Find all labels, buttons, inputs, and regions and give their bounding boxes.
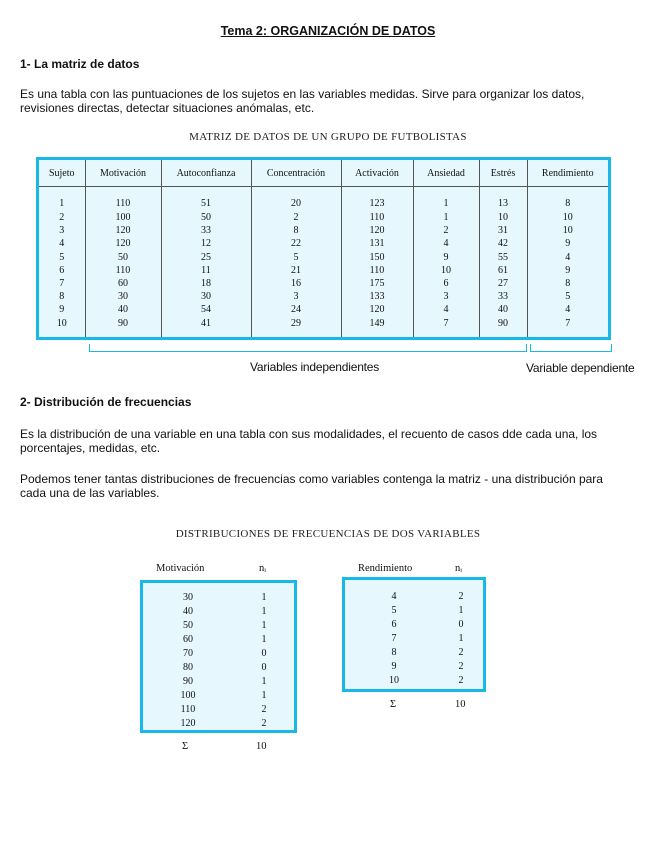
matrix-header-cell: Estrés (479, 160, 527, 187)
motivacion-value: 100 (180, 690, 196, 701)
motivacion-row (143, 717, 294, 731)
matrix-cell: 31 (479, 224, 527, 237)
matrix-cell: 9 (39, 303, 85, 316)
label-dependent-variable: Variable dependiente (526, 361, 635, 375)
matrix-cell: 11 (161, 264, 251, 277)
matrix-cell: 100 (85, 211, 161, 224)
rendimiento-n-header: nᵢ (455, 563, 462, 574)
rendimiento-header: Rendimiento (358, 563, 413, 574)
rendimiento-value: 7 (391, 633, 397, 644)
motivacion-count: 1 (261, 690, 267, 701)
matrix-cell: 120 (85, 224, 161, 237)
motivacion-count: 0 (261, 662, 267, 673)
matrix-cell: 55 (479, 251, 527, 264)
matrix-cell: 90 (85, 317, 161, 337)
matrix-header-cell: Autoconfianza (161, 160, 251, 187)
matrix-row (39, 277, 608, 290)
matrix-cell: 7 (39, 277, 85, 290)
rendimiento-row (345, 646, 483, 660)
motivacion-count: 1 (261, 634, 267, 645)
matrix-cell: 41 (161, 317, 251, 337)
rendimiento-row (345, 660, 483, 674)
matrix-cell: 10 (479, 211, 527, 224)
matrix-cell: 2 (39, 211, 85, 224)
matrix-cell: 10 (562, 225, 573, 237)
matrix-row (39, 290, 608, 303)
motivacion-value: 50 (183, 620, 193, 631)
rendimiento-value: 9 (391, 661, 397, 672)
rendimiento-row (345, 590, 483, 604)
matrix-cell: 61 (479, 264, 527, 277)
matrix-cell: 12 (161, 237, 251, 250)
matrix-cell: 3 (39, 224, 85, 237)
rendimiento-row (345, 604, 483, 618)
motivacion-count: 1 (261, 592, 267, 603)
matrix-cell: 1 (413, 211, 479, 224)
motivacion-row (143, 689, 294, 703)
matrix-cell: 33 (479, 290, 527, 303)
motivacion-header: Motivación (156, 563, 205, 574)
motivacion-row (143, 605, 294, 619)
matrix-row (39, 211, 608, 224)
rendimiento-count: 2 (458, 647, 464, 658)
motivacion-count: 1 (261, 620, 267, 631)
matrix-cell: 9 (565, 264, 571, 276)
motivacion-frequency-table (140, 580, 297, 733)
motivacion-count: 1 (261, 606, 267, 617)
matrix-cell: 21 (251, 264, 341, 277)
matrix-cell: 29 (251, 317, 341, 337)
matrix-cell: 9 (565, 238, 571, 250)
matrix-cell: 7 (565, 318, 571, 330)
matrix-caption: MATRIZ DE DATOS DE UN GRUPO DE FUTBOLISTAS (189, 131, 467, 143)
matrix-cell: 24 (251, 303, 341, 316)
label-independent-variables: Variables independientes (250, 360, 380, 374)
motivacion-row (143, 703, 294, 717)
matrix-cell: 131 (341, 237, 413, 250)
matrix-row (39, 317, 608, 337)
motivacion-row (143, 647, 294, 661)
matrix-cell: 51 (161, 187, 251, 211)
matrix-cell: 7 (413, 317, 479, 337)
matrix-cell: 2 (251, 211, 341, 224)
motivacion-value: 70 (183, 648, 193, 659)
matrix-header-cell: Sujeto (39, 160, 85, 187)
matrix-cell: 54 (161, 303, 251, 316)
rendimiento-value: 8 (391, 647, 397, 658)
matrix-cell: 149 (341, 317, 413, 337)
page-title: Tema 2: ORGANIZACIÓN DE DATOS (220, 24, 436, 38)
motivacion-count: 1 (261, 676, 267, 687)
matrix-row (39, 251, 608, 264)
matrix-cell: 6 (39, 264, 85, 277)
matrix-cell: 4 (413, 303, 479, 316)
data-matrix-table (36, 157, 611, 340)
matrix-cell: 50 (85, 251, 161, 264)
matrix-cell: 5 (565, 291, 571, 303)
motivacion-value: 40 (183, 606, 193, 617)
matrix-cell: 13 (479, 187, 527, 211)
matrix-header-cell: Ansiedad (413, 160, 479, 187)
matrix-cell: 133 (341, 290, 413, 303)
matrix-cell: 110 (85, 187, 161, 211)
matrix-header-cell: Rendimiento (527, 160, 608, 187)
rendimiento-sum-symbol: Σ (390, 699, 397, 710)
independent-bracket (89, 344, 527, 352)
section-2-heading: 2- Distribución de frecuencias (20, 395, 192, 409)
matrix-cell: 20 (251, 187, 341, 211)
matrix-cell: 120 (341, 303, 413, 316)
matrix-cell: 175 (341, 277, 413, 290)
matrix-cell: 30 (85, 290, 161, 303)
rendimiento-count: 1 (458, 633, 464, 644)
motivacion-value: 90 (183, 676, 193, 687)
matrix-cell: 8 (565, 278, 571, 290)
matrix-cell: 1 (413, 187, 479, 211)
matrix-cell: 27 (479, 277, 527, 290)
matrix-cell: 110 (85, 264, 161, 277)
frequency-caption: DISTRIBUCIONES DE FRECUENCIAS DE DOS VARIABLES (175, 528, 481, 540)
matrix-cell: 5 (251, 251, 341, 264)
motivacion-value: 30 (183, 592, 193, 603)
matrix-cell: 33 (161, 224, 251, 237)
matrix-header-cell: Activación (341, 160, 413, 187)
rendimiento-count: 0 (458, 619, 464, 630)
rendimiento-value: 6 (391, 619, 397, 630)
motivacion-sum-value: 10 (256, 741, 267, 752)
matrix-cell: 10 (39, 317, 85, 337)
matrix-cell: 120 (341, 224, 413, 237)
matrix-cell: 3 (251, 290, 341, 303)
matrix-row (39, 187, 608, 211)
matrix-cell: 90 (479, 317, 527, 337)
dependent-bracket (530, 344, 612, 352)
section-2-text-1: Es la distribución de una variable en una tabla con sus modalidades, el recuento de casos dde cada una, los porcentajes, medidas, etc. (20, 427, 598, 455)
motivacion-value: 60 (183, 634, 193, 645)
matrix-cell: 110 (341, 264, 413, 277)
rendimiento-value: 10 (389, 675, 399, 686)
matrix-cell: 42 (479, 237, 527, 250)
motivacion-row (143, 675, 294, 689)
matrix-cell: 9 (413, 251, 479, 264)
matrix-cell: 150 (341, 251, 413, 264)
matrix-cell: 22 (251, 237, 341, 250)
matrix-cell: 40 (479, 303, 527, 316)
matrix-cell: 110 (341, 211, 413, 224)
matrix-header-cell: Motivación (85, 160, 161, 187)
matrix-cell: 25 (161, 251, 251, 264)
matrix-cell: 5 (39, 251, 85, 264)
matrix-cell: 40 (85, 303, 161, 316)
section-2-text-2: Podemos tener tantas distribuciones de frecuencias como variables contenga la matriz - una distribución para cada una de las variables. (20, 472, 603, 500)
matrix-cell: 8 (565, 197, 571, 209)
section-1-text: Es una tabla con las puntuaciones de los sujetos en las variables medidas. Sirve para organizar los datos, revisiones directas, detectar situaciones anómalas, etc. (20, 87, 585, 115)
matrix-cell: 4 (39, 237, 85, 250)
matrix-cell: 8 (39, 290, 85, 303)
motivacion-row (143, 591, 294, 605)
motivacion-count: 2 (261, 704, 267, 715)
matrix-row (39, 264, 608, 277)
matrix-cell: 4 (565, 304, 571, 316)
matrix-cell: 120 (85, 237, 161, 250)
matrix-cell: 123 (341, 187, 413, 211)
section-1-heading: 1- La matriz de datos (20, 57, 140, 71)
rendimiento-count: 2 (458, 675, 464, 686)
motivacion-row (143, 661, 294, 675)
matrix-row (39, 224, 608, 237)
matrix-cell: 10 (562, 211, 573, 223)
matrix-cell: 3 (413, 290, 479, 303)
motivacion-value: 110 (180, 704, 196, 715)
matrix-cell: 50 (161, 211, 251, 224)
matrix-cell: 4 (565, 251, 571, 263)
matrix-row (39, 303, 608, 316)
motivacion-row (143, 633, 294, 647)
matrix-cell: 60 (85, 277, 161, 290)
motivacion-n-header: nᵢ (259, 563, 266, 574)
motivacion-row (143, 619, 294, 633)
motivacion-sum-symbol: Σ (182, 741, 189, 752)
motivacion-count: 2 (261, 718, 267, 729)
rendimiento-count: 2 (458, 661, 464, 672)
matrix-cell: 18 (161, 277, 251, 290)
matrix-cell: 6 (413, 277, 479, 290)
rendimiento-row (345, 632, 483, 646)
motivacion-count: 0 (261, 648, 267, 659)
motivacion-value: 80 (183, 662, 193, 673)
rendimiento-row (345, 618, 483, 632)
matrix-cell: 30 (161, 290, 251, 303)
rendimiento-row (345, 674, 483, 688)
matrix-cell: 4 (413, 237, 479, 250)
rendimiento-value: 4 (391, 591, 397, 602)
rendimiento-count: 2 (458, 591, 464, 602)
matrix-cell: 16 (251, 277, 341, 290)
matrix-row (39, 237, 608, 250)
rendimiento-value: 5 (391, 605, 397, 616)
rendimiento-frequency-table (342, 577, 486, 692)
matrix-cell: 10 (413, 264, 479, 277)
matrix-header-cell: Concentración (251, 160, 341, 187)
rendimiento-sum-value: 10 (455, 699, 466, 710)
matrix-cell: 1 (39, 187, 85, 211)
rendimiento-count: 1 (458, 605, 464, 616)
matrix-cell: 2 (413, 224, 479, 237)
matrix-cell: 8 (251, 224, 341, 237)
motivacion-value: 120 (180, 718, 196, 729)
